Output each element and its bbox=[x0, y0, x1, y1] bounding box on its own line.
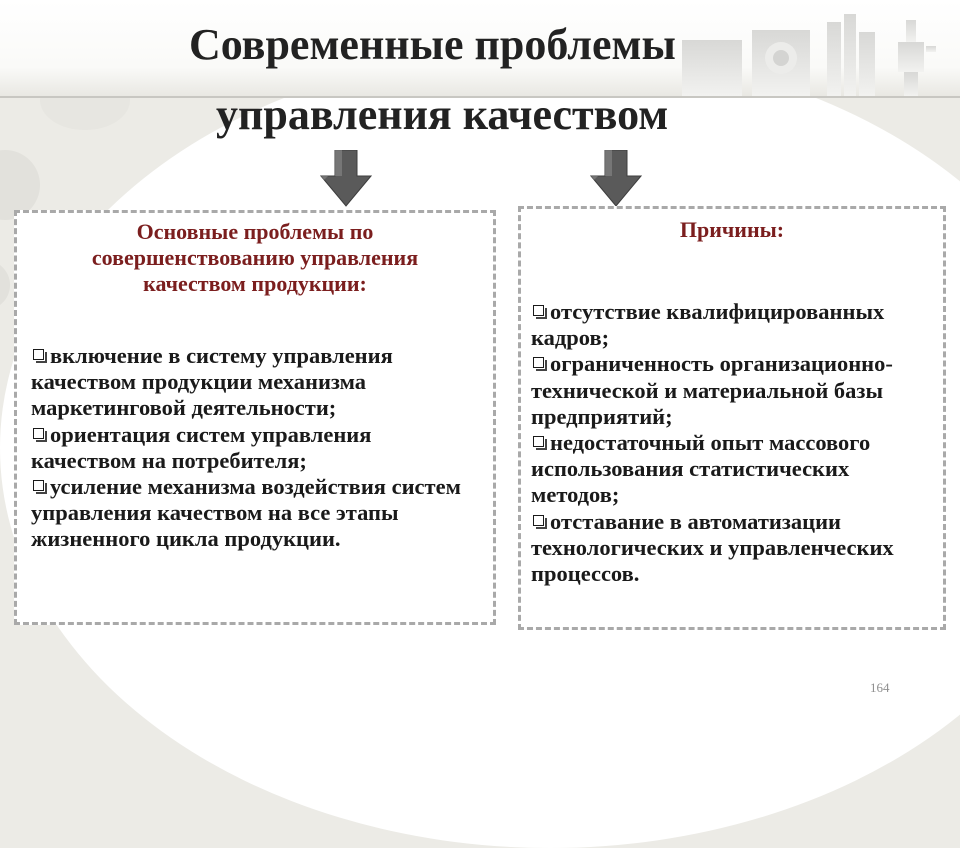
list-item bbox=[31, 474, 479, 553]
checkbox-bullet-icon bbox=[533, 436, 544, 447]
causes-list bbox=[531, 299, 933, 587]
list-item bbox=[531, 509, 933, 588]
list-item-text: недостаточный опыт массового использования статистических методов; bbox=[531, 430, 871, 508]
list-item-text: отсутствие квалифицированных кадров; bbox=[531, 299, 885, 351]
grayscale-objects-decoration bbox=[682, 10, 952, 96]
list-item bbox=[531, 299, 933, 351]
problems-heading: Основные проблемы по совершенствованию управления качеством продукции: bbox=[91, 219, 419, 296]
page-number: 164 bbox=[870, 680, 890, 695]
list-item bbox=[31, 343, 479, 422]
checkbox-bullet-icon bbox=[33, 349, 44, 360]
checkbox-bullet-icon bbox=[533, 357, 544, 368]
list-item bbox=[31, 422, 479, 474]
checkbox-bullet-icon bbox=[533, 305, 544, 316]
list-item bbox=[531, 430, 933, 509]
list-item-text: ограниченность организационно-технической и материальной базы предприятий; bbox=[531, 351, 893, 429]
list-item-text: отставание в автоматизации технологических и управленческих процессов. bbox=[531, 508, 894, 587]
checkbox-bullet-icon bbox=[533, 515, 544, 526]
slide-title-line-1: Современные проблемы bbox=[189, 20, 676, 69]
list-item-text: ориентация систем управления качеством на потребителя; bbox=[31, 421, 372, 473]
causes-box bbox=[518, 206, 946, 630]
problems-list bbox=[31, 343, 479, 553]
problems-box bbox=[14, 210, 496, 625]
checkbox-bullet-icon bbox=[33, 480, 44, 491]
checkbox-bullet-icon bbox=[33, 428, 44, 439]
slide-title-line-2: управления качеством bbox=[216, 90, 669, 139]
down-arrow-icon bbox=[590, 150, 642, 208]
list-item-text: усиление механизма воздействия систем управления качеством на все этапы жизненного цикла продукции. bbox=[31, 474, 461, 552]
down-arrow-icon bbox=[320, 150, 372, 208]
list-item bbox=[531, 351, 933, 430]
causes-heading: Причины: bbox=[679, 217, 785, 242]
list-item-text: включение в систему управления качеством продукции механизма маркетинговой деятельности; bbox=[31, 343, 393, 421]
background-bubble bbox=[0, 260, 10, 310]
